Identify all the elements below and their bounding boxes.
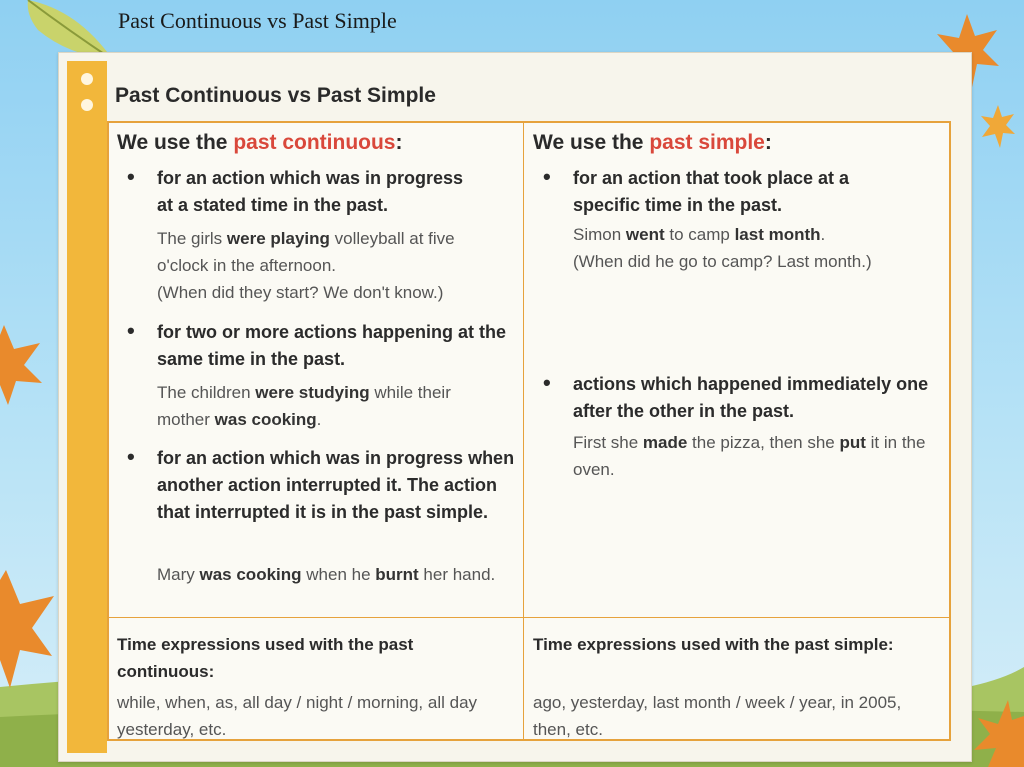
example-text: The girls were playing volleyball at five o'clock in the afternoon. (When did they start? We don't know.) bbox=[157, 229, 455, 302]
comparison-table bbox=[107, 121, 951, 741]
leaf-icon bbox=[968, 700, 1024, 767]
time-expressions-list: ago, yesterday, last month / week / year, in 2005, then, etc. bbox=[533, 693, 902, 739]
right-column-heading: We use the past simple: bbox=[533, 131, 772, 154]
leaf-icon bbox=[980, 105, 1016, 149]
time-expressions-list: while, when, as, all day / night / morning, all day yesterday, etc. bbox=[117, 693, 478, 739]
time-expressions-heading: Time expressions used with the past simple: bbox=[533, 635, 894, 654]
leaf-icon bbox=[0, 570, 56, 690]
leaf-icon bbox=[0, 325, 44, 405]
rule-bullet: • for two or more actions happening at the same time in the past. bbox=[157, 319, 521, 373]
strip-dot bbox=[81, 73, 93, 85]
rule-bullet: • actions which happened immediately one after the other in the past. bbox=[573, 371, 943, 425]
rule-bullet: • for an action that took place at a specific time in the past. bbox=[573, 165, 903, 219]
example-text: First she made the pizza, then she put it in the oven. bbox=[573, 433, 926, 479]
row-divider bbox=[109, 617, 949, 618]
card-heading: Past Continuous vs Past Simple bbox=[115, 84, 436, 107]
time-expressions-heading: Time expressions used with the past continuous: bbox=[117, 635, 414, 681]
slide-title: Past Continuous vs Past Simple bbox=[118, 8, 397, 33]
grammar-card bbox=[58, 52, 972, 762]
card-strip bbox=[67, 61, 107, 753]
rule-bullet: • for an action which was in progress when another action interrupted it. The action that interrupted it is in the past simple. bbox=[157, 445, 521, 526]
example-text: Mary was cooking when he burnt her hand. bbox=[157, 565, 496, 584]
column-divider bbox=[523, 123, 524, 739]
strip-dot bbox=[81, 99, 93, 111]
left-column-heading: We use the past continuous: bbox=[117, 131, 403, 154]
example-text: Simon went to camp last month. (When did he go to camp? Last month.) bbox=[573, 225, 872, 271]
rule-bullet: • for an action which was in progress at a stated time in the past. bbox=[157, 165, 467, 219]
example-text: The children were studying while their mother was cooking. bbox=[157, 383, 451, 429]
